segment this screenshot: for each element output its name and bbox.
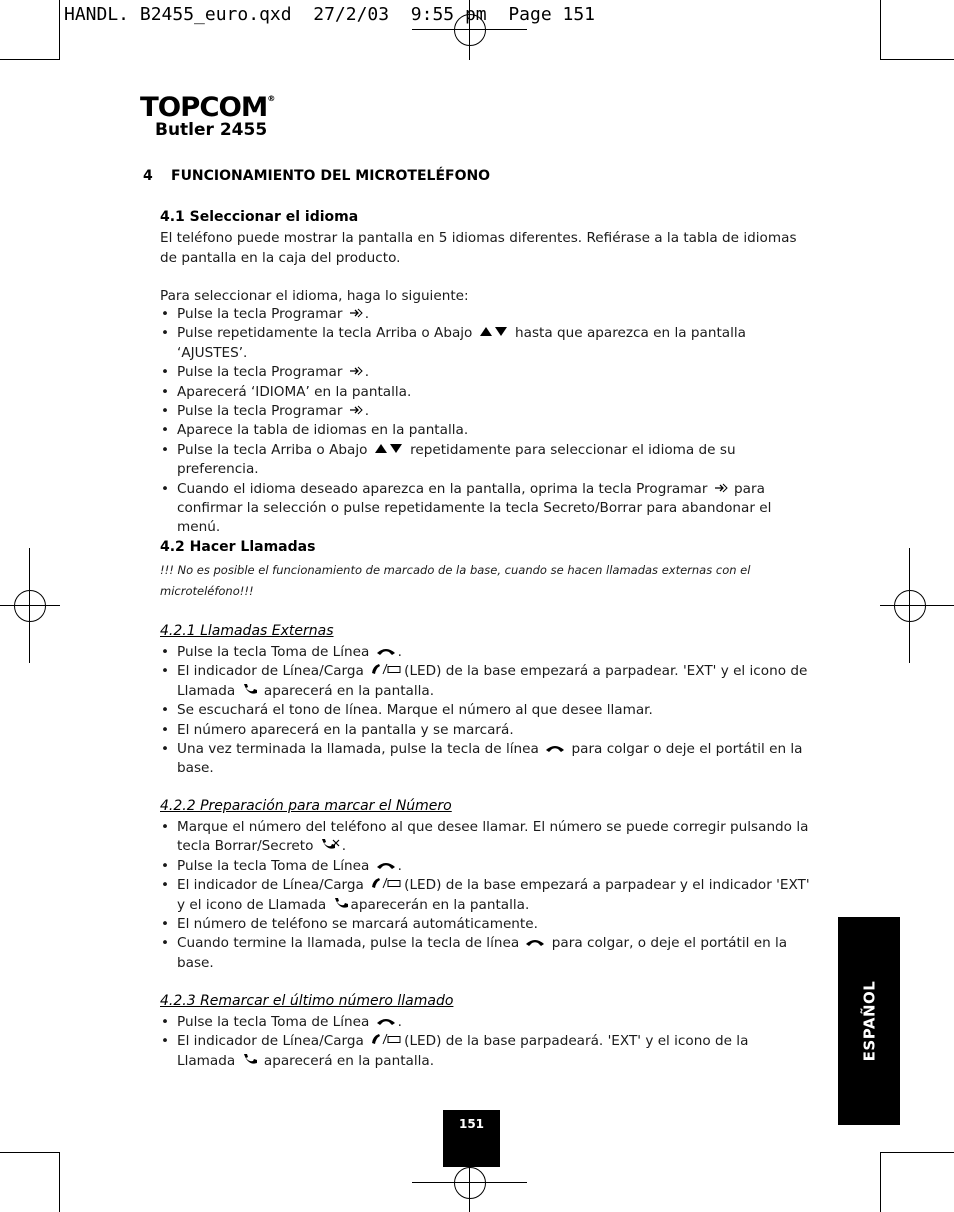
call-icon <box>242 1052 258 1071</box>
registration-mark <box>14 590 46 622</box>
crop-mark <box>0 1152 60 1153</box>
paragraph: El teléfono puede mostrar la pantalla en 5 idiomas diferentes. Refiérase a la tabla de idiomas de pantalla en la caja del producto. <box>160 230 797 266</box>
prog-icon <box>349 305 363 324</box>
prog-icon <box>349 363 363 382</box>
list-item <box>160 1013 810 1032</box>
prog-icon <box>714 480 728 499</box>
list-item-text: . <box>341 838 347 855</box>
handset-icon <box>525 934 545 953</box>
list-item <box>160 324 810 363</box>
list-item <box>160 915 810 934</box>
crop-mark <box>59 1152 60 1212</box>
list-item-text: Pulse la tecla Toma de Línea <box>177 1014 374 1030</box>
handset-icon <box>376 643 396 662</box>
list-item-text: Pulse la tecla Programar <box>177 364 347 381</box>
list-item <box>160 701 810 720</box>
list-item-text: Una vez terminada la llamada, pulse la tecla de línea <box>177 741 544 758</box>
list-item <box>160 876 810 915</box>
updown-icon <box>374 441 404 460</box>
list-item <box>160 643 810 662</box>
bullet-list <box>160 643 810 779</box>
list-item-text: El indicador de Línea/Carga <box>177 663 369 680</box>
print-slug: HANDL. B2455_euro.qxd 27/2/03 9:55 pm Page 151 <box>64 4 596 25</box>
list-item <box>160 721 810 740</box>
section-heading <box>143 168 490 184</box>
list-item-text: aparecerá en la pantalla. <box>259 682 435 699</box>
language-tab-label: ESPAÑOL <box>860 980 879 1062</box>
paragraph: Para seleccionar el idioma, haga lo siguiente: <box>160 288 469 304</box>
list-item-text: . <box>364 306 370 322</box>
crop-mark <box>0 59 60 60</box>
list-item-text: . <box>397 644 402 660</box>
subsection-heading: 4.1 Seleccionar el idioma <box>160 209 359 225</box>
warning-note: !!! No es posible el funcionamiento de marcado de la base, cuando se hacen llamadas externas con el microteléfono!!! <box>160 563 751 598</box>
list-item-text: Pulse la tecla Arriba o Abajo <box>177 441 372 458</box>
list-item-text: (LED) de la base parpadeará. 'EXT' y el icono de la Llamada <box>177 1033 749 1069</box>
list-item-text: (LED) de la base empezará a parpadear y el indicador 'EXT' y el icono de Llamada <box>177 877 810 913</box>
list-item <box>160 402 810 421</box>
handset-icon <box>376 857 396 876</box>
mute-icon <box>320 837 340 856</box>
section-title: FUNCIONAMIENTO DEL MICROTELÉFONO <box>171 168 491 184</box>
list-item-text: Pulse repetidamente la tecla Arriba o Abajo <box>177 325 477 342</box>
led-icon <box>370 1032 402 1051</box>
crop-mark <box>880 1152 881 1212</box>
handset-icon <box>376 1013 396 1032</box>
bullet-list <box>160 818 810 973</box>
list-item-text: (LED) de la base empezará a parpadear. 'EXT' y el icono de Llamada <box>177 663 808 699</box>
page-number: 151 <box>443 1110 500 1167</box>
registration-mark <box>454 1167 486 1199</box>
led-icon <box>370 662 402 681</box>
list-item-text: repetidamente para seleccionar el idioma de su preferencia. <box>177 441 736 478</box>
crop-mark <box>59 0 60 60</box>
list-item <box>160 934 810 973</box>
list-item-text: Se escuchará el tono de línea. Marque el número al que desee llamar. <box>177 702 653 719</box>
led-icon <box>370 876 402 895</box>
list-item-text: Pulse la tecla Programar <box>177 306 347 322</box>
list-item <box>160 383 810 402</box>
list-item-text: El indicador de Línea/Carga <box>177 877 369 894</box>
list-item <box>160 662 810 701</box>
subsubsection-heading: 4.2.2 Preparación para marcar el Número <box>160 798 452 814</box>
list-item <box>160 818 810 857</box>
model-name: Butler 2455 <box>155 120 268 140</box>
crop-mark <box>880 0 881 60</box>
list-item-text: . <box>397 857 402 874</box>
section-number: 4 <box>143 168 153 184</box>
list-item-text: Aparecerá ‘IDIOMA’ en la pantalla. <box>177 383 412 400</box>
registration-mark <box>894 590 926 622</box>
updown-icon <box>479 324 509 343</box>
call-icon <box>242 682 258 701</box>
list-item-text: aparecerán en la pantalla. <box>350 896 530 913</box>
brand-name: TOPCOM <box>140 92 268 123</box>
list-item-text: El número aparecerá en la pantalla y se marcará. <box>177 721 514 738</box>
list-item <box>160 857 810 876</box>
list-item-text: hasta que aparezca en la pantalla ‘AJUSTES’. <box>177 325 747 361</box>
list-item-text: . <box>364 403 370 420</box>
brand-mark: ® <box>267 94 275 103</box>
call-icon <box>333 896 349 915</box>
list-item <box>160 740 810 779</box>
brand-logo <box>140 92 274 123</box>
list-item-text: Cuando el idioma deseado aparezca en la pantalla, oprima la tecla Programar <box>177 480 712 497</box>
subsubsection-heading: 4.2.1 Llamadas Externas <box>160 623 334 639</box>
list-item <box>160 480 810 538</box>
prog-icon <box>349 402 363 421</box>
handset-icon <box>545 740 565 759</box>
list-item-text: Pulse la tecla Toma de Línea <box>177 644 374 660</box>
list-item-text: Aparece la tabla de idiomas en la pantalla. <box>177 422 469 439</box>
list-item-text: Pulse la tecla Programar <box>177 403 347 420</box>
list-item-text: aparecerá en la pantalla. <box>259 1052 435 1069</box>
crop-mark <box>880 1152 954 1153</box>
list-item-text: . <box>364 364 370 381</box>
crop-mark <box>880 59 954 60</box>
list-item-text: para colgar o deje el portátil en la base. <box>177 741 803 777</box>
list-item-text: . <box>397 1014 402 1030</box>
subsubsection-heading: 4.2.3 Remarcar el último número llamado <box>160 993 454 1009</box>
list-item <box>160 421 810 440</box>
list-item <box>160 1032 810 1071</box>
language-tab <box>838 917 900 1125</box>
list-item <box>160 305 810 324</box>
list-item-text: El número de teléfono se marcará automáticamente. <box>177 916 538 933</box>
list-item <box>160 441 810 480</box>
list-item-text: para colgar, o deje el portátil en la base. <box>177 935 788 971</box>
subsection-heading: 4.2 Hacer Llamadas <box>160 539 316 555</box>
bullet-list <box>160 305 810 538</box>
list-item-text: Pulse la tecla Toma de Línea <box>177 857 374 874</box>
list-item-text: Cuando termine la llamada, pulse la tecla de línea <box>177 935 524 952</box>
list-item-text: Marque el número del teléfono al que desee llamar. El número se puede corregir pulsando la tecla Borrar/Secreto <box>177 819 809 855</box>
bullet-list <box>160 1013 810 1071</box>
list-item-text: El indicador de Línea/Carga <box>177 1033 369 1050</box>
list-item-text: para confirmar la selección o pulse repetidamente la tecla Secreto/Borrar para abandonar el menú. <box>177 480 772 536</box>
list-item <box>160 363 810 382</box>
